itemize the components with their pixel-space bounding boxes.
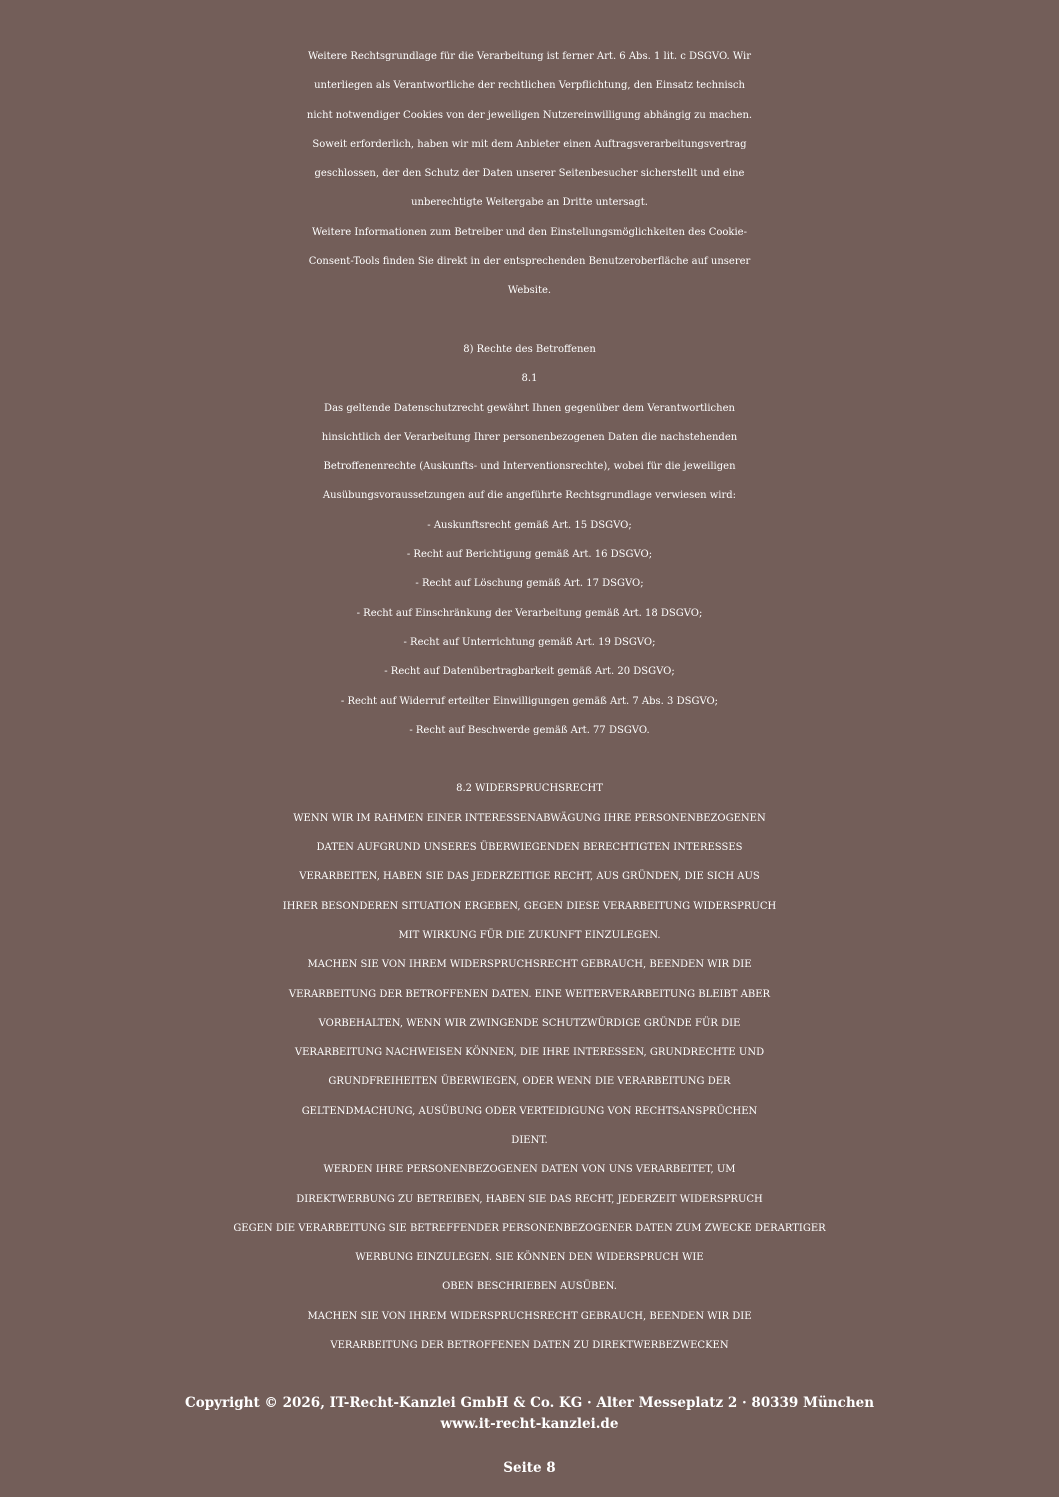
text-line: - Auskunftsrecht gemäß Art. 15 DSGVO;: [427, 519, 632, 531]
text-line: unterliegen als Verantwortliche der rechtlichen Verpflichtung, den Einsatz technisch: [314, 80, 745, 92]
text-line: VORBEHALTEN, WENN WIR ZWINGENDE SCHUTZWÜRDIGE GRÜNDE FÜR DIE: [318, 1017, 741, 1029]
page-number: [0, 1458, 1059, 1479]
text-line: VERARBEITUNG DER BETROFFENEN DATEN ZU DIREKTWERBEZWECKEN: [330, 1340, 729, 1352]
text-line: 8.1: [521, 373, 538, 385]
text-line: - Recht auf Widerruf erteilter Einwilligungen gemäß Art. 7 Abs. 3 DSGVO;: [340, 695, 719, 707]
text-line: GRUNDFREIHEITEN ÜBERWIEGEN, ODER WENN DIE VERARBEITUNG DER: [328, 1076, 731, 1088]
text-line: VERARBEITEN, HABEN SIE DAS JEDERZEITIGE RECHT, AUS GRÜNDEN, DIE SICH AUS: [299, 871, 760, 883]
blank-line: [0, 745, 1059, 774]
text-line: 8.2 WIDERSPRUCHSRECHT: [456, 783, 603, 795]
text-line: WENN WIR IM RAHMEN EINER INTERESSENABWÄGUNG IHRE PERSONENBEZOGENEN: [293, 812, 766, 824]
text-line: Betroffenenrechte (Auskunfts- und Interventionsrechte), wobei für die jeweiligen: [323, 461, 736, 473]
text-line: GEGEN DIE VERARBEITUNG SIE BETREFFENDER PERSONENBEZOGENER DATEN ZUM ZWECKE DERARTIGER: [233, 1222, 826, 1234]
text-line: hinsichtlich der Verarbeitung Ihrer personenbezogenen Daten die nachstehenden: [321, 431, 738, 443]
text-line: geschlossen, der den Schutz der Daten unserer Seitenbesucher sicherstellt und eine: [314, 168, 745, 180]
page-footer: [0, 1393, 1059, 1435]
text-line: WERDEN IHRE PERSONENBEZOGENEN DATEN VON UNS VERARBEITET, UM: [323, 1164, 736, 1176]
blank-line: [0, 306, 1059, 335]
text-line: MACHEN SIE VON IHREM WIDERSPRUCHSRECHT GEBRAUCH, BEENDEN WIR DIE: [307, 959, 752, 971]
text-line: Consent-Tools finden Sie direkt in der entsprechenden Benutzeroberfläche auf unserer: [308, 256, 751, 268]
text-line: GELTENDMACHUNG, AUSÜBUNG ODER VERTEIDIGUNG VON RECHTSANSPRÜCHEN: [301, 1105, 758, 1117]
text-line: DIENT.: [511, 1134, 548, 1146]
text-line: MIT WIRKUNG FÜR DIE ZUKUNFT EINZULEGEN.: [398, 929, 661, 941]
text-line: Soweit erforderlich, haben wir mit dem Anbieter einen Auftragsverarbeitungsvertrag: [312, 138, 747, 150]
text-line: VERARBEITUNG DER BETROFFENEN DATEN. EINE WEITERVERARBEITUNG BLEIBT ABER: [288, 988, 771, 1000]
text-line: DIREKTWERBUNG ZU BETREIBEN, HABEN SIE DAS RECHT, JEDERZEIT WIDERSPRUCH: [296, 1193, 763, 1205]
text-line: Weitere Rechtsgrundlage für die Verarbeitung ist ferner Art. 6 Abs. 1 lit. c DSGVO. Wir: [307, 51, 751, 62]
text-line: - Recht auf Datenübertragbarkeit gemäß Art. 20 DSGVO;: [384, 666, 675, 678]
text-line: Ausübungsvoraussetzungen auf die angeführte Rechtsgrundlage verwiesen wird:: [322, 490, 737, 502]
page-number-label: Seite 8: [503, 1460, 556, 1476]
text-line: nicht notwendiger Cookies von der jeweiligen Nutzereinwilligung abhängig zu machen.: [306, 109, 753, 121]
text-line: WERBUNG EINZULEGEN. SIE KÖNNEN DEN WIDERSPRUCH WIE: [355, 1252, 704, 1264]
text-line: DATEN AUFGRUND UNSERES ÜBERWIEGENDEN BERECHTIGTEN INTERESSES: [316, 842, 743, 854]
text-line: unberechtigte Weitergabe an Dritte untersagt.: [411, 197, 648, 209]
text-line: - Recht auf Unterrichtung gemäß Art. 19 DSGVO;: [403, 636, 656, 648]
text-line: MACHEN SIE VON IHREM WIDERSPRUCHSRECHT GEBRAUCH, BEENDEN WIR DIE: [307, 1310, 752, 1322]
text-line: Website.: [507, 285, 552, 297]
text-line: Das geltende Datenschutzrecht gewährt Ihnen gegenüber dem Verantwortlichen: [324, 402, 735, 414]
document-body: [0, 42, 1059, 1360]
text-line: IHRER BESONDEREN SITUATION ERGEBEN, GEGEN DIESE VERARBEITUNG WIDERSPRUCH: [282, 900, 777, 912]
text-line: 8) Rechte des Betroffenen: [463, 343, 596, 355]
footer-website: www.it-recht-kanzlei.de: [440, 1416, 619, 1432]
text-line: Weitere Informationen zum Betreiber und den Einstellungsmöglichkeiten des Cookie-: [312, 226, 747, 238]
text-line: - Recht auf Einschränkung der Verarbeitung gemäß Art. 18 DSGVO;: [356, 607, 703, 619]
text-line: OBEN BESCHRIEBEN AUSÜBEN.: [442, 1281, 617, 1293]
text-line: - Recht auf Berichtigung gemäß Art. 16 DSGVO;: [406, 549, 653, 561]
footer-copyright: Copyright © 2026, IT-Recht-Kanzlei GmbH & Co. KG · Alter Messeplatz 2 · 80339 München: [184, 1395, 875, 1411]
text-line: - Recht auf Löschung gemäß Art. 17 DSGVO;: [415, 578, 644, 590]
text-line: VERARBEITUNG NACHWEISEN KÖNNEN, DIE IHRE INTERESSEN, GRUNDRECHTE UND: [294, 1047, 765, 1059]
text-line: - Recht auf Beschwerde gemäß Art. 77 DSGVO.: [409, 724, 650, 736]
